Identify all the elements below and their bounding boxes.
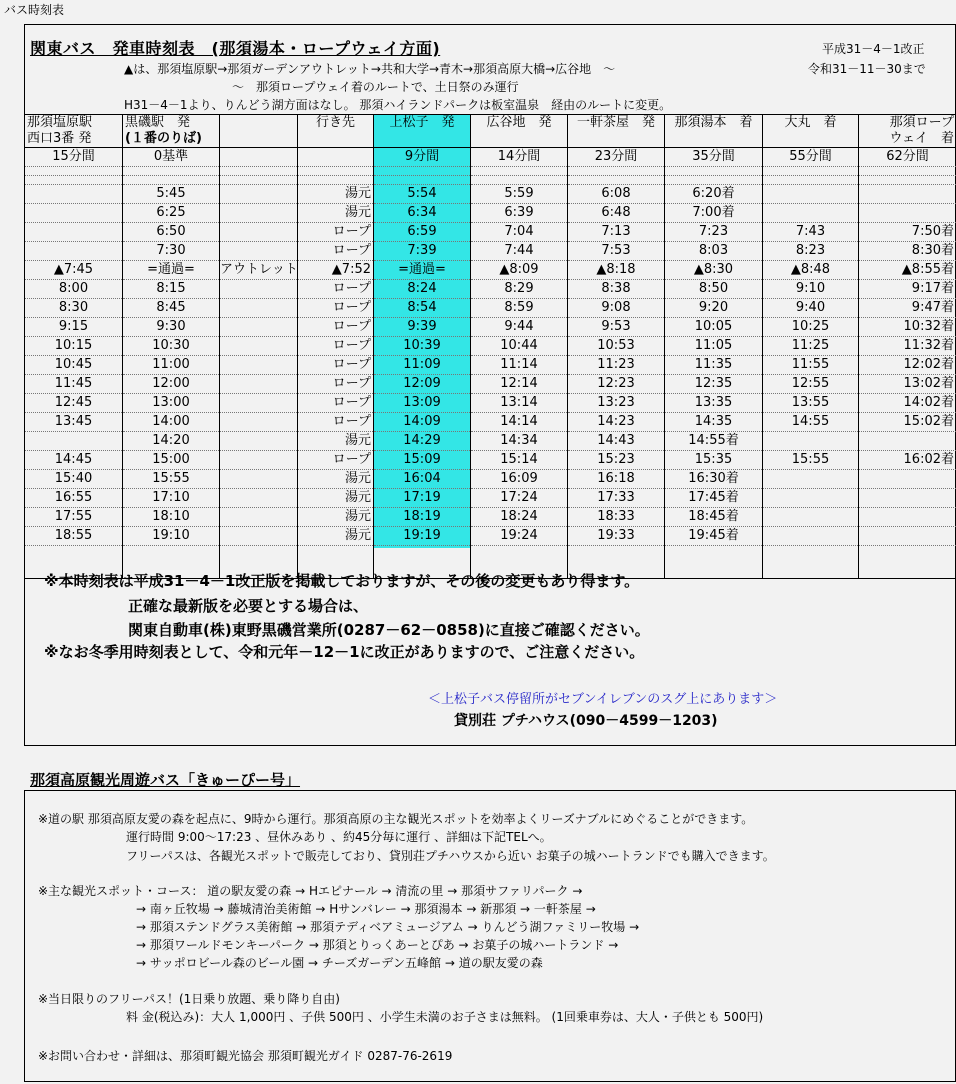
table-cell: 15:35 bbox=[665, 451, 763, 470]
table-cell: 黒磯駅 発 bbox=[123, 115, 220, 132]
table-cell bbox=[471, 131, 568, 148]
table-cell: 0基準 bbox=[123, 148, 220, 167]
table-cell: 13:02着 bbox=[859, 375, 956, 394]
table-cell bbox=[763, 167, 859, 176]
table-cell bbox=[859, 176, 956, 185]
table-cell: 6:50 bbox=[123, 223, 220, 242]
valid-until: 令和31－11－30まで bbox=[808, 62, 926, 76]
table-cell: 12:35 bbox=[665, 375, 763, 394]
table-cell: 18:55 bbox=[25, 527, 123, 546]
table-cell: ▲7:45 bbox=[25, 261, 123, 280]
timetable-title: 関東バス 発車時刻表 (那須湯本・ロープウェイ方面) bbox=[30, 39, 441, 58]
table-cell bbox=[220, 318, 298, 337]
table-cell: 上松子 発 bbox=[374, 115, 471, 132]
table-cell bbox=[763, 185, 859, 204]
table-cell: 13:00 bbox=[123, 394, 220, 413]
table-cell: 17:10 bbox=[123, 489, 220, 508]
table-cell: 16:18 bbox=[568, 470, 665, 489]
table-cell: 62分間 bbox=[859, 148, 956, 167]
table-cell: 17:55 bbox=[25, 508, 123, 527]
table-row bbox=[25, 413, 956, 432]
table-cell: 10:15 bbox=[25, 337, 123, 356]
kyupi-line: ※当日限りのフリーパス！(1日乗り放題、乗り降り自由) bbox=[38, 992, 340, 1006]
table-cell bbox=[220, 204, 298, 223]
table-cell bbox=[220, 489, 298, 508]
table-cell bbox=[220, 148, 298, 167]
table-cell: 9:08 bbox=[568, 299, 665, 318]
table-cell: 16:55 bbox=[25, 489, 123, 508]
table-cell bbox=[298, 148, 374, 167]
table-cell bbox=[220, 337, 298, 356]
table-cell: 那須湯本 着 bbox=[665, 115, 763, 132]
table-cell: 8:00 bbox=[25, 280, 123, 299]
table-cell: 広谷地 発 bbox=[471, 115, 568, 132]
table-cell: 15:02着 bbox=[859, 413, 956, 432]
table-cell bbox=[665, 176, 763, 185]
table-cell: ▲7:52 bbox=[298, 261, 374, 280]
table-cell: ▲8:18 bbox=[568, 261, 665, 280]
table-cell: ▲8:09 bbox=[471, 261, 568, 280]
table-cell: 10:25 bbox=[763, 318, 859, 337]
table-cell: 7:00着 bbox=[665, 204, 763, 223]
table-cell: 16:30着 bbox=[665, 470, 763, 489]
table-cell: 18:24 bbox=[471, 508, 568, 527]
table-cell: ▲8:55着 bbox=[859, 261, 956, 280]
table-row bbox=[25, 318, 956, 337]
table-cell: 12:23 bbox=[568, 375, 665, 394]
table-cell bbox=[763, 131, 859, 148]
table-cell: 15:00 bbox=[123, 451, 220, 470]
table-cell bbox=[220, 356, 298, 375]
table-cell: 19:19 bbox=[374, 527, 471, 546]
table-row bbox=[25, 375, 956, 394]
table-cell: ▲8:48 bbox=[763, 261, 859, 280]
table-cell bbox=[374, 167, 471, 176]
table-cell: 7:43 bbox=[763, 223, 859, 242]
table-cell: 6:34 bbox=[374, 204, 471, 223]
table-cell: 大丸 着 bbox=[763, 115, 859, 132]
table-cell bbox=[859, 432, 956, 451]
table-row bbox=[25, 261, 956, 280]
table-cell: 12:02着 bbox=[859, 356, 956, 375]
table-cell bbox=[25, 223, 123, 242]
table-row bbox=[25, 185, 956, 204]
table-cell: ロープ bbox=[298, 280, 374, 299]
table-cell: 15分間 bbox=[25, 148, 123, 167]
table-cell: 6:08 bbox=[568, 185, 665, 204]
table-cell: 湯元 bbox=[298, 204, 374, 223]
spacer-row bbox=[25, 167, 956, 176]
route-note-1: ▲は、那須塩原駅→那須ガーデンアウトレット→共和大学→青木→那須高原大橋→広谷地 ～ bbox=[124, 62, 616, 76]
table-cell: 湯元 bbox=[298, 432, 374, 451]
table-cell: 14:55着 bbox=[665, 432, 763, 451]
table-cell: 19:33 bbox=[568, 527, 665, 546]
table-cell bbox=[220, 131, 298, 148]
table-cell: 12:55 bbox=[763, 375, 859, 394]
table-cell: 14:23 bbox=[568, 413, 665, 432]
table-cell bbox=[859, 527, 956, 546]
kyupi-line: 運行時間 9:00～17:23 、昼休みあり 、約45分毎に運行 、詳細は下記TELへ。 bbox=[126, 830, 552, 844]
table-cell: 那須ロープ bbox=[859, 115, 956, 132]
table-cell: 8:30 bbox=[25, 299, 123, 318]
table-cell: 19:24 bbox=[471, 527, 568, 546]
offset-row bbox=[25, 148, 956, 167]
table-cell: 18:45着 bbox=[665, 508, 763, 527]
table-cell: 14:55 bbox=[763, 413, 859, 432]
table-cell: 13:35 bbox=[665, 394, 763, 413]
table-cell bbox=[220, 451, 298, 470]
table-cell bbox=[859, 185, 956, 204]
table-cell bbox=[220, 413, 298, 432]
table-cell bbox=[220, 115, 298, 132]
table-cell: 7:53 bbox=[568, 242, 665, 261]
table-cell bbox=[665, 167, 763, 176]
table-cell: =通過= bbox=[374, 261, 471, 280]
table-cell: (１番のりば) bbox=[123, 131, 220, 148]
table-row bbox=[25, 451, 956, 470]
table-cell: 10:45 bbox=[25, 356, 123, 375]
table-cell: 5:45 bbox=[123, 185, 220, 204]
table-cell bbox=[220, 185, 298, 204]
table-cell: ロープ bbox=[298, 223, 374, 242]
table-row bbox=[25, 280, 956, 299]
table-cell: 15:09 bbox=[374, 451, 471, 470]
table-cell: 9分間 bbox=[374, 148, 471, 167]
table-cell bbox=[25, 242, 123, 261]
table-cell: 14:43 bbox=[568, 432, 665, 451]
table-cell: 12:14 bbox=[471, 375, 568, 394]
table-cell: 7:13 bbox=[568, 223, 665, 242]
table-cell: 湯元 bbox=[298, 470, 374, 489]
table-cell bbox=[859, 508, 956, 527]
table-cell bbox=[25, 432, 123, 451]
table-cell: 13:23 bbox=[568, 394, 665, 413]
table-cell: 11:55 bbox=[763, 356, 859, 375]
table-row bbox=[25, 299, 956, 318]
table-cell bbox=[859, 204, 956, 223]
table-cell bbox=[665, 546, 763, 579]
table-cell: 11:45 bbox=[25, 375, 123, 394]
table-cell: ロープ bbox=[298, 394, 374, 413]
table-cell: 16:04 bbox=[374, 470, 471, 489]
table-cell: 14:20 bbox=[123, 432, 220, 451]
table-cell bbox=[25, 185, 123, 204]
table-cell bbox=[220, 299, 298, 318]
table-cell: 8:03 bbox=[665, 242, 763, 261]
table-cell: 8:15 bbox=[123, 280, 220, 299]
table-cell: 15:23 bbox=[568, 451, 665, 470]
document-title: バス時刻表 bbox=[4, 3, 65, 17]
table-cell: 9:39 bbox=[374, 318, 471, 337]
table-cell bbox=[220, 527, 298, 546]
table-cell: 11:35 bbox=[665, 356, 763, 375]
table-row bbox=[25, 470, 956, 489]
contact-line: 貸別荘 プチハウス(090－4599－1203) bbox=[454, 713, 718, 729]
table-row bbox=[25, 223, 956, 242]
caption-line-2: 正確な最新版を必要とする場合は、 bbox=[128, 597, 369, 615]
table-cell: 15:55 bbox=[123, 470, 220, 489]
table-cell bbox=[220, 242, 298, 261]
table-cell: 11:09 bbox=[374, 356, 471, 375]
table-cell: ロープ bbox=[298, 318, 374, 337]
table-cell: 19:45着 bbox=[665, 527, 763, 546]
table-row bbox=[25, 527, 956, 546]
table-cell: 15:14 bbox=[471, 451, 568, 470]
table-row bbox=[25, 508, 956, 527]
table-cell: 10:39 bbox=[374, 337, 471, 356]
table-cell bbox=[763, 470, 859, 489]
table-row bbox=[25, 356, 956, 375]
route-note-3: H31－4－1より、りんどう湖方面はなし。 那須ハイランドパークは板室温泉 経由のルートに変更。 bbox=[124, 98, 672, 112]
table-cell: 6:48 bbox=[568, 204, 665, 223]
table-cell bbox=[25, 176, 123, 185]
kyupi-line: フリーパスは、各観光スポットで販売しており、貸別荘プチハウスから近い お菓子の城ハートランドでも購入できます。 bbox=[126, 849, 775, 863]
table-cell bbox=[298, 167, 374, 176]
table-cell: 那須塩原駅 bbox=[25, 115, 123, 132]
kyupi-line: ※主な観光スポット・コース： 道の駅友愛の森 → Hエピナール → 清流の里 → 那須サファリパーク → bbox=[38, 884, 583, 898]
table-cell: 14:14 bbox=[471, 413, 568, 432]
table-cell bbox=[568, 131, 665, 148]
table-cell bbox=[763, 489, 859, 508]
table-cell: 9:15 bbox=[25, 318, 123, 337]
table-cell: 55分間 bbox=[763, 148, 859, 167]
table-cell: 10:44 bbox=[471, 337, 568, 356]
bus-timetable bbox=[24, 114, 956, 579]
kyupi-line: ※お問い合わせ・詳細は、那須町観光協会 那須町観光ガイド 0287-76-2619 bbox=[38, 1049, 453, 1063]
kyupi-line: → サッポロビール森のビール園 → チーズガーデン五峰館 → 道の駅友愛の森 bbox=[136, 956, 543, 970]
table-cell: 13:45 bbox=[25, 413, 123, 432]
stop-location-note: ＜上松子バス停留所がセブンイレブンのスグ上にあります＞ bbox=[428, 692, 778, 707]
table-cell: 8:30着 bbox=[859, 242, 956, 261]
table-cell bbox=[220, 394, 298, 413]
table-cell: 14:09 bbox=[374, 413, 471, 432]
caption-line-1: ※本時刻表は平成31－4－1改正版を掲載しておりますが、その後の変更もあり得ます。 bbox=[44, 572, 640, 590]
table-cell bbox=[471, 176, 568, 185]
table-cell: 11:25 bbox=[763, 337, 859, 356]
table-cell: 11:14 bbox=[471, 356, 568, 375]
table-cell: ロープ bbox=[298, 242, 374, 261]
table-cell: 11:32着 bbox=[859, 337, 956, 356]
table-cell: 8:38 bbox=[568, 280, 665, 299]
table-cell: 12:45 bbox=[25, 394, 123, 413]
table-cell: 19:10 bbox=[123, 527, 220, 546]
table-cell: 11:23 bbox=[568, 356, 665, 375]
table-cell bbox=[220, 470, 298, 489]
table-cell: 13:14 bbox=[471, 394, 568, 413]
table-cell: 7:44 bbox=[471, 242, 568, 261]
table-cell: 9:17着 bbox=[859, 280, 956, 299]
table-cell bbox=[568, 176, 665, 185]
table-cell: 湯元 bbox=[298, 185, 374, 204]
table-cell: 8:54 bbox=[374, 299, 471, 318]
table-cell: 7:04 bbox=[471, 223, 568, 242]
table-cell bbox=[374, 131, 471, 148]
table-cell bbox=[220, 432, 298, 451]
table-cell: ロープ bbox=[298, 451, 374, 470]
table-cell: 11:05 bbox=[665, 337, 763, 356]
table-cell bbox=[298, 131, 374, 148]
caption-line-3: 関東自動車(株)東野黒磯営業所(0287－62－0858)に直接ご確認ください。 bbox=[128, 621, 650, 639]
revision-date: 平成31－4－1改正 bbox=[822, 42, 925, 56]
table-cell: 16:02着 bbox=[859, 451, 956, 470]
table-cell: 一軒茶屋 発 bbox=[568, 115, 665, 132]
table-cell: 35分間 bbox=[665, 148, 763, 167]
table-cell: 5:59 bbox=[471, 185, 568, 204]
table-cell bbox=[859, 489, 956, 508]
table-cell: 18:10 bbox=[123, 508, 220, 527]
table-cell: 湯元 bbox=[298, 527, 374, 546]
caption-line-4: ※なお冬季用時刻表として、令和元年－12－1に改正がありますので、ご注意ください。 bbox=[44, 643, 645, 661]
table-cell: 17:24 bbox=[471, 489, 568, 508]
table-cell bbox=[220, 167, 298, 176]
table-cell: 8:50 bbox=[665, 280, 763, 299]
table-cell: 9:10 bbox=[763, 280, 859, 299]
table-cell: 14分間 bbox=[471, 148, 568, 167]
table-cell: 湯元 bbox=[298, 489, 374, 508]
table-cell bbox=[763, 204, 859, 223]
table-row bbox=[25, 204, 956, 223]
table-cell: 8:23 bbox=[763, 242, 859, 261]
table-cell: 15:40 bbox=[25, 470, 123, 489]
table-cell: 5:54 bbox=[374, 185, 471, 204]
table-cell: 10:32着 bbox=[859, 318, 956, 337]
table-cell: 9:53 bbox=[568, 318, 665, 337]
table-cell: 18:33 bbox=[568, 508, 665, 527]
table-cell bbox=[123, 167, 220, 176]
table-cell: ロープ bbox=[298, 299, 374, 318]
header-row bbox=[25, 115, 956, 132]
table-cell: 9:20 bbox=[665, 299, 763, 318]
table-cell: 10:30 bbox=[123, 337, 220, 356]
table-cell bbox=[568, 167, 665, 176]
header-row bbox=[25, 131, 956, 148]
table-cell: 16:09 bbox=[471, 470, 568, 489]
table-cell: 7:23 bbox=[665, 223, 763, 242]
table-cell: 8:24 bbox=[374, 280, 471, 299]
table-cell: ウェイ 着 bbox=[859, 131, 956, 148]
table-cell: 6:20着 bbox=[665, 185, 763, 204]
table-cell: 10:05 bbox=[665, 318, 763, 337]
table-cell: ロープ bbox=[298, 413, 374, 432]
table-cell: 11:00 bbox=[123, 356, 220, 375]
table-cell bbox=[471, 167, 568, 176]
table-cell: 6:25 bbox=[123, 204, 220, 223]
table-cell: アウトレット bbox=[220, 261, 298, 280]
table-row bbox=[25, 394, 956, 413]
table-cell: 15:55 bbox=[763, 451, 859, 470]
kyupi-line: → 那須ワールドモンキーパーク → 那須とりっくあーとぴあ → お菓子の城ハートランド → bbox=[136, 938, 619, 952]
table-cell bbox=[763, 527, 859, 546]
table-cell: 12:00 bbox=[123, 375, 220, 394]
table-cell: 13:09 bbox=[374, 394, 471, 413]
table-cell bbox=[763, 176, 859, 185]
table-cell: 6:39 bbox=[471, 204, 568, 223]
table-cell: 13:55 bbox=[763, 394, 859, 413]
table-cell: 23分間 bbox=[568, 148, 665, 167]
table-cell: =通過= bbox=[123, 261, 220, 280]
table-cell: ロープ bbox=[298, 356, 374, 375]
table-cell: 17:45着 bbox=[665, 489, 763, 508]
table-cell: 9:44 bbox=[471, 318, 568, 337]
table-row bbox=[25, 242, 956, 261]
table-cell bbox=[763, 546, 859, 579]
table-cell: 9:40 bbox=[763, 299, 859, 318]
table-row bbox=[25, 489, 956, 508]
table-cell: 湯元 bbox=[298, 508, 374, 527]
table-cell: 8:45 bbox=[123, 299, 220, 318]
table-cell bbox=[859, 167, 956, 176]
table-cell bbox=[859, 546, 956, 579]
table-row bbox=[25, 337, 956, 356]
table-cell: 7:39 bbox=[374, 242, 471, 261]
table-cell: 8:59 bbox=[471, 299, 568, 318]
table-cell: ▲8:30 bbox=[665, 261, 763, 280]
kyupi-section-title: 那須高原観光周遊バス「きゅーぴー号」 bbox=[30, 771, 301, 789]
table-cell bbox=[298, 176, 374, 185]
kyupi-line: 料 金(税込み)：大人 1,000円 、子供 500円 、小学生未満のお子さまは無料。 (1回乗車券は、大人・子供とも 500円) bbox=[126, 1010, 764, 1024]
table-cell: 17:19 bbox=[374, 489, 471, 508]
table-cell: 14:02着 bbox=[859, 394, 956, 413]
kyupi-line: → 那須ステンドグラス美術館 → 那須テディベアミュージアム → りんどう湖ファミリー牧場 → bbox=[136, 920, 640, 934]
table-cell: 14:29 bbox=[374, 432, 471, 451]
table-cell: 14:45 bbox=[25, 451, 123, 470]
table-cell: 14:35 bbox=[665, 413, 763, 432]
table-cell: ロープ bbox=[298, 375, 374, 394]
table-cell: 9:47着 bbox=[859, 299, 956, 318]
table-cell bbox=[220, 375, 298, 394]
kyupi-line: → 南ヶ丘牧場 → 藤城清治美術館 → Hサンバレー → 那須湯本 → 新那須 → 一軒茶屋 → bbox=[136, 902, 596, 916]
table-cell: 6:59 bbox=[374, 223, 471, 242]
table-cell bbox=[220, 280, 298, 299]
table-cell: 17:33 bbox=[568, 489, 665, 508]
table-cell bbox=[763, 508, 859, 527]
table-cell bbox=[859, 470, 956, 489]
table-cell bbox=[220, 223, 298, 242]
table-cell: 9:30 bbox=[123, 318, 220, 337]
table-cell: 7:30 bbox=[123, 242, 220, 261]
table-row bbox=[25, 432, 956, 451]
table-cell: 行き先 bbox=[298, 115, 374, 132]
table-cell bbox=[123, 176, 220, 185]
kyupi-line: ※道の駅 那須高原友愛の森を起点に、9時から運行。那須高原の主な観光スポットを効率よくリーズナブルにめぐることができます。 bbox=[38, 812, 754, 826]
table-cell bbox=[220, 176, 298, 185]
table-cell: 12:09 bbox=[374, 375, 471, 394]
table-cell bbox=[665, 131, 763, 148]
table-cell bbox=[220, 508, 298, 527]
table-cell: 10:53 bbox=[568, 337, 665, 356]
table-cell: 7:50着 bbox=[859, 223, 956, 242]
route-note-2: ～ 那須ロープウェイ着のルートで、土日祭のみ運行 bbox=[232, 80, 519, 94]
table-cell: 14:34 bbox=[471, 432, 568, 451]
table-cell bbox=[374, 176, 471, 185]
table-cell: 14:00 bbox=[123, 413, 220, 432]
table-cell bbox=[25, 167, 123, 176]
table-cell: ロープ bbox=[298, 337, 374, 356]
table-cell: 8:29 bbox=[471, 280, 568, 299]
table-cell bbox=[763, 432, 859, 451]
spacer-row bbox=[25, 176, 956, 185]
table-cell bbox=[25, 204, 123, 223]
table-cell: 西口3番 発 bbox=[25, 131, 123, 148]
table-cell: 18:19 bbox=[374, 508, 471, 527]
